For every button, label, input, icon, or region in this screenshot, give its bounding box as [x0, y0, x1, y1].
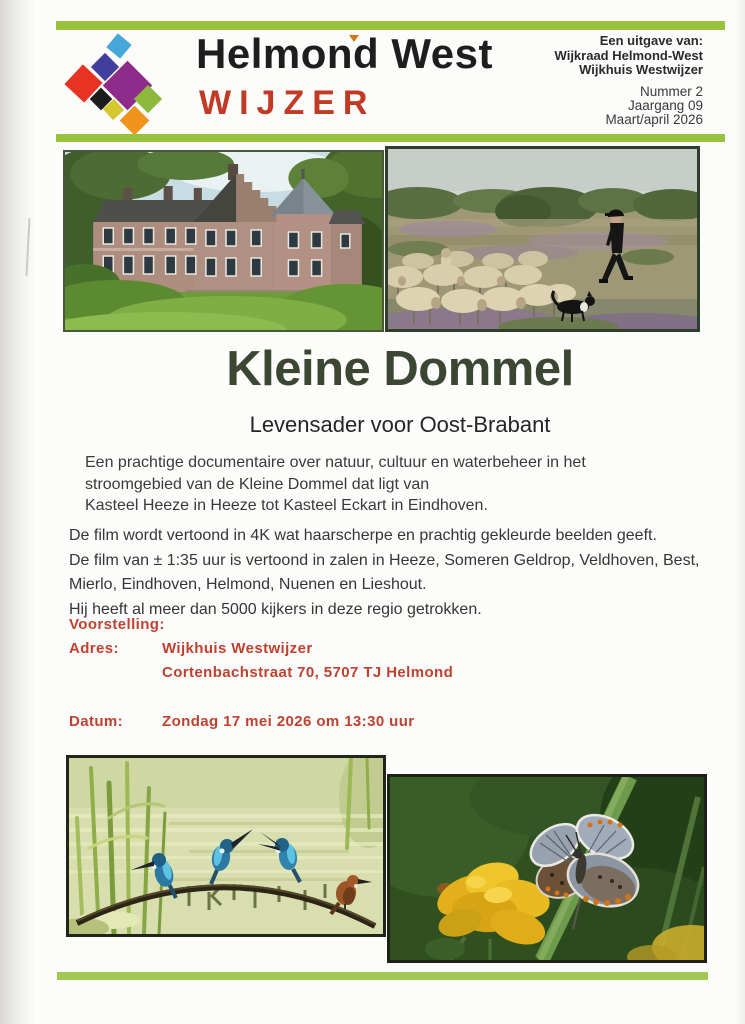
- publisher-line: Wijkhuis Westwijzer: [579, 62, 703, 77]
- body-line: Mierlo, Eindhoven, Helmond, Nuenen en Lieshout.: [69, 576, 427, 594]
- divider-masthead: [56, 134, 725, 142]
- article-body: [69, 524, 699, 622]
- kasteel-photo-art: [65, 152, 382, 330]
- scan-edge-shadow-right: [735, 0, 745, 1024]
- ijsvogels-photo: [66, 755, 386, 937]
- event-venue: Wijkhuis Westwijzer: [162, 640, 313, 657]
- divider-bottom: [57, 972, 708, 980]
- scan-edge-shadow: [0, 0, 36, 1024]
- masthead-wordmark: WIJZER: [199, 84, 376, 122]
- issue-info: [605, 85, 703, 127]
- article-intro: [85, 452, 586, 517]
- schaapskudde-photo-art: [388, 149, 697, 329]
- intro-line: Kasteel Heeze in Heeze tot Kasteel Eckart in Eindhoven.: [85, 497, 488, 514]
- ijsvogels-photo-art: [69, 758, 383, 934]
- publisher-info: [555, 34, 703, 78]
- event-heading: Voorstelling:: [69, 616, 165, 633]
- issue-date: Maart/april 2026: [605, 112, 703, 127]
- article-title: Kleine Dommel: [226, 342, 574, 396]
- schaapskudde-photo: [385, 146, 700, 332]
- issue-volume: Jaargang 09: [627, 98, 703, 113]
- issue-number: Nummer 2: [639, 84, 703, 99]
- vlinder-photo-art: [390, 777, 704, 960]
- body-line: De film wordt vertoond in 4K wat haarscherpe en prachtig gekleurde beelden geeft.: [69, 527, 657, 544]
- event-date-label: Datum:: [69, 713, 124, 730]
- logo-diamond: [106, 33, 131, 58]
- publisher-line: Een uitgave van:: [599, 33, 703, 48]
- masthead-title: Helmond West: [196, 30, 493, 77]
- event-street: Cortenbachstraat 70, 5707 TJ Helmond: [162, 664, 454, 681]
- event-address-label: Adres:: [69, 640, 119, 657]
- divider-top: [56, 21, 725, 30]
- intro-line: stroomgebied van de Kleine Dommel dat ligt van: [85, 475, 430, 493]
- body-line: Hij heeft al meer dan 5000 kijkers in deze regio getrokken.: [69, 600, 482, 618]
- body-line: De film van ± 1:35 uur is vertoond in zalen in Heeze, Someren Geldrop, Veldhoven, Best,: [69, 551, 700, 569]
- event-date-value: Zondag 17 mei 2026 om 13:30 uur: [162, 713, 415, 730]
- article-subtitle: Levensader voor Oost-Brabant: [249, 412, 551, 437]
- intro-line: Een prachtige documentaire over natuur, cultuur en waterbeheer in het: [85, 454, 586, 471]
- publisher-line: Wijkraad Helmond-West: [554, 47, 703, 63]
- kasteel-photo: [63, 150, 384, 332]
- vlinder-photo: [387, 774, 707, 963]
